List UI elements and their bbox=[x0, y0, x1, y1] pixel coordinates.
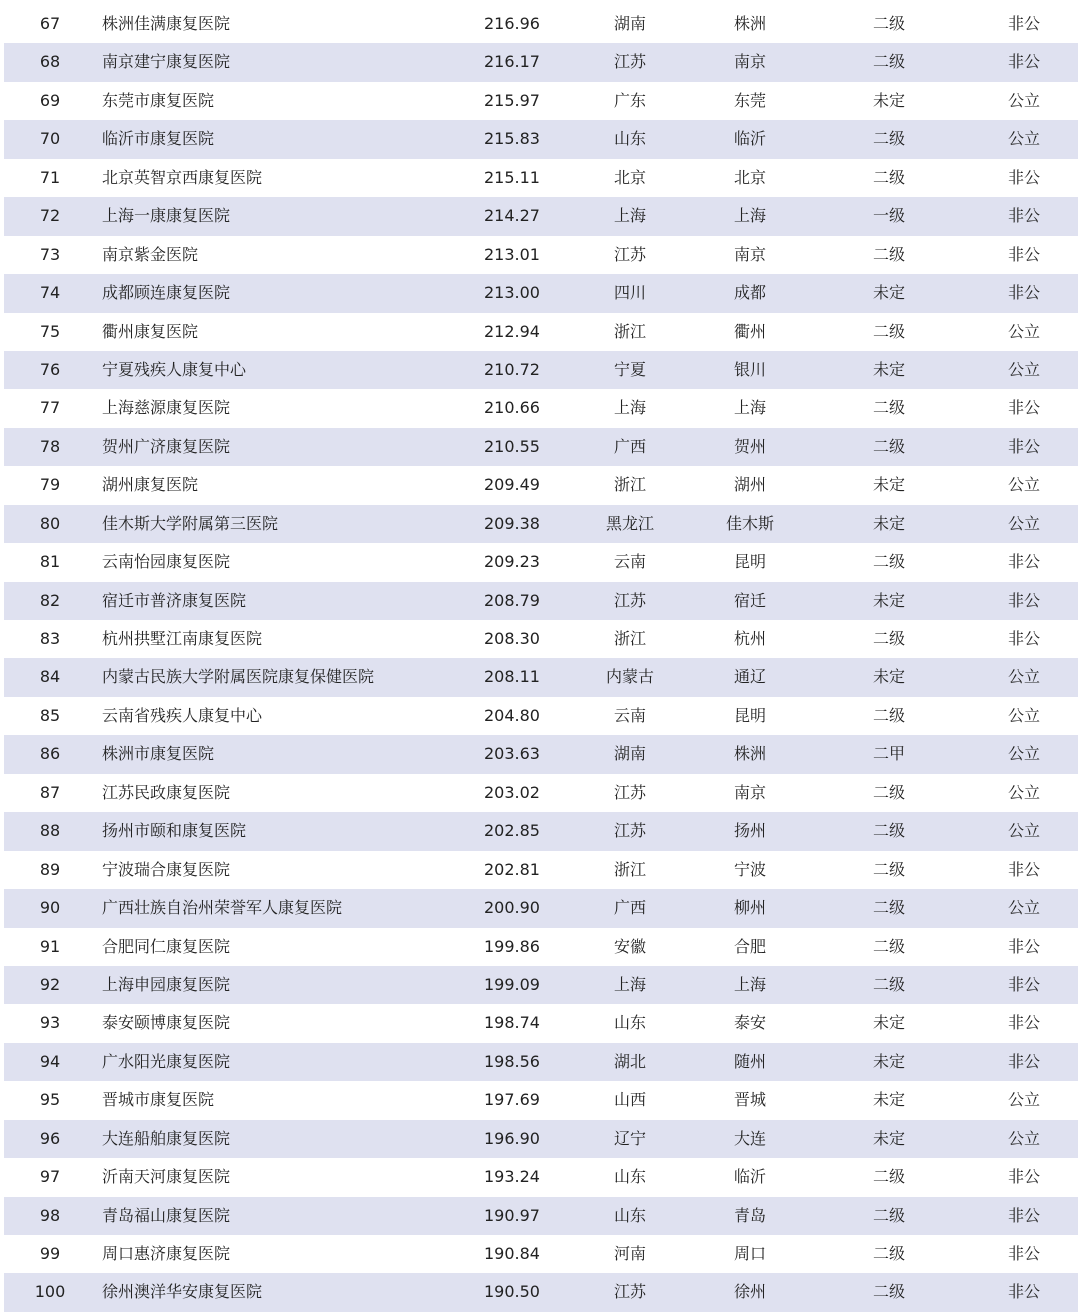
hospital-name-cell: 大连船舶康复医院 bbox=[102, 1128, 231, 1148]
table-row bbox=[4, 851, 1078, 889]
province-cell: 河南 bbox=[613, 1244, 646, 1263]
hospital-name-cell: 青岛福山康复医院 bbox=[102, 1205, 231, 1225]
table-row bbox=[4, 351, 1078, 389]
city-cell: 扬州 bbox=[733, 821, 766, 841]
rank-cell: 82 bbox=[39, 590, 61, 610]
rank-cell: 85 bbox=[39, 705, 61, 725]
rank-cell: 96 bbox=[39, 1128, 61, 1148]
hospital-name-cell: 扬州市颐和康复医院 bbox=[102, 821, 247, 841]
table-row bbox=[4, 120, 1078, 158]
province-cell: 江苏 bbox=[613, 782, 646, 802]
score-cell: 208.11 bbox=[484, 667, 540, 687]
level-cell: 二级 bbox=[872, 436, 905, 456]
table-row bbox=[4, 658, 1078, 696]
rank-cell: 100 bbox=[34, 1282, 66, 1302]
score-cell: 209.49 bbox=[484, 475, 540, 495]
table-row bbox=[4, 159, 1078, 197]
hospital-ranking-table bbox=[4, 5, 1078, 1312]
city-cell: 宿迁 bbox=[733, 590, 766, 610]
score-cell: 193.24 bbox=[484, 1167, 540, 1187]
hospital-name-cell: 临沂市康复医院 bbox=[102, 129, 215, 149]
city-cell: 宁波 bbox=[733, 859, 766, 879]
city-cell: 随州 bbox=[733, 1051, 766, 1071]
hospital-name-cell: 晋城市康复医院 bbox=[102, 1090, 215, 1110]
table-row bbox=[4, 928, 1078, 966]
ownership-type-cell: 公立 bbox=[1007, 898, 1040, 918]
province-cell: 浙江 bbox=[613, 475, 646, 495]
level-cell: 二级 bbox=[872, 936, 905, 956]
level-cell: 二级 bbox=[872, 974, 905, 994]
rank-cell: 80 bbox=[39, 513, 61, 533]
hospital-name-cell: 南京建宁康复医院 bbox=[102, 52, 231, 72]
hospital-name-cell: 江苏民政康复医院 bbox=[102, 782, 231, 802]
hospital-name-cell: 宿迁市普济康复医院 bbox=[102, 590, 247, 610]
score-cell: 213.00 bbox=[484, 283, 540, 303]
rank-cell: 72 bbox=[39, 206, 61, 226]
score-cell: 190.84 bbox=[484, 1244, 540, 1263]
rank-cell: 91 bbox=[39, 936, 61, 956]
ownership-type-cell: 公立 bbox=[1007, 321, 1040, 341]
table-row bbox=[4, 1158, 1078, 1196]
table-row bbox=[4, 620, 1078, 658]
score-cell: 204.80 bbox=[484, 705, 540, 725]
level-cell: 一级 bbox=[872, 206, 905, 226]
province-cell: 湖北 bbox=[613, 1051, 646, 1071]
table-row bbox=[4, 1235, 1078, 1273]
table-row bbox=[4, 543, 1078, 581]
hospital-name-cell: 衢州康复医院 bbox=[102, 321, 199, 341]
ownership-type-cell: 非公 bbox=[1007, 398, 1040, 418]
rank-cell: 94 bbox=[39, 1051, 61, 1071]
rank-cell: 86 bbox=[39, 744, 61, 764]
score-cell: 216.17 bbox=[484, 52, 540, 72]
ownership-type-cell: 非公 bbox=[1007, 1013, 1040, 1033]
rank-cell: 71 bbox=[39, 167, 61, 187]
table-row bbox=[4, 1043, 1078, 1081]
score-cell: 213.01 bbox=[484, 244, 540, 264]
score-cell: 214.27 bbox=[484, 206, 540, 226]
table-row bbox=[4, 1273, 1078, 1311]
rank-cell: 70 bbox=[39, 129, 61, 149]
table-row bbox=[4, 5, 1078, 43]
table-row bbox=[4, 82, 1078, 120]
ownership-type-cell: 公立 bbox=[1007, 821, 1040, 841]
table-row bbox=[4, 1081, 1078, 1119]
ownership-type-cell: 非公 bbox=[1007, 206, 1040, 226]
province-cell: 山西 bbox=[613, 1090, 646, 1110]
level-cell: 二级 bbox=[872, 167, 905, 187]
table-row bbox=[4, 313, 1078, 351]
ownership-type-cell: 非公 bbox=[1007, 1244, 1040, 1263]
level-cell: 未定 bbox=[872, 90, 905, 110]
score-cell: 215.97 bbox=[484, 90, 540, 110]
rank-cell: 76 bbox=[39, 359, 61, 379]
level-cell: 二级 bbox=[872, 1282, 905, 1302]
province-cell: 江苏 bbox=[613, 821, 646, 841]
city-cell: 徐州 bbox=[733, 1282, 766, 1302]
ownership-type-cell: 非公 bbox=[1007, 859, 1040, 879]
city-cell: 东莞 bbox=[733, 90, 766, 110]
level-cell: 二级 bbox=[872, 321, 905, 341]
province-cell: 宁夏 bbox=[613, 359, 646, 379]
score-cell: 198.74 bbox=[484, 1013, 540, 1033]
ownership-type-cell: 公立 bbox=[1007, 90, 1040, 110]
rank-cell: 78 bbox=[39, 436, 61, 456]
ownership-type-cell: 公立 bbox=[1007, 1128, 1040, 1148]
city-cell: 泰安 bbox=[733, 1013, 766, 1033]
city-cell: 银川 bbox=[733, 359, 766, 379]
score-cell: 208.30 bbox=[484, 629, 540, 648]
score-cell: 216.96 bbox=[484, 14, 540, 33]
city-cell: 南京 bbox=[733, 244, 766, 264]
level-cell: 二级 bbox=[872, 552, 905, 572]
province-cell: 浙江 bbox=[613, 321, 646, 341]
hospital-name-cell: 湖州康复医院 bbox=[102, 475, 199, 495]
rank-cell: 87 bbox=[39, 782, 61, 802]
province-cell: 湖南 bbox=[613, 14, 646, 33]
hospital-name-cell: 合肥同仁康复医院 bbox=[102, 936, 231, 956]
hospital-name-cell: 内蒙古民族大学附属医院康复保健医院 bbox=[102, 667, 375, 687]
level-cell: 未定 bbox=[872, 359, 905, 379]
rank-cell: 74 bbox=[39, 283, 61, 303]
score-cell: 210.66 bbox=[484, 398, 540, 418]
score-cell: 190.50 bbox=[484, 1282, 540, 1302]
province-cell: 四川 bbox=[613, 283, 646, 303]
hospital-name-cell: 杭州拱墅江南康复医院 bbox=[102, 629, 263, 648]
rank-cell: 75 bbox=[39, 321, 61, 341]
province-cell: 广西 bbox=[613, 436, 646, 456]
rank-cell: 77 bbox=[39, 398, 61, 418]
hospital-name-cell: 上海慈源康复医院 bbox=[102, 398, 231, 418]
province-cell: 山东 bbox=[613, 1013, 646, 1033]
province-cell: 山东 bbox=[613, 1167, 646, 1187]
score-cell: 198.56 bbox=[484, 1051, 540, 1071]
ownership-type-cell: 非公 bbox=[1007, 1051, 1040, 1071]
city-cell: 衢州 bbox=[733, 321, 766, 341]
level-cell: 二级 bbox=[872, 244, 905, 264]
level-cell: 二级 bbox=[872, 1205, 905, 1225]
score-cell: 215.11 bbox=[484, 167, 540, 187]
score-cell: 209.38 bbox=[484, 513, 540, 533]
score-cell: 209.23 bbox=[484, 552, 540, 572]
table-row bbox=[4, 735, 1078, 773]
province-cell: 江苏 bbox=[613, 244, 646, 264]
city-cell: 上海 bbox=[733, 398, 766, 418]
ownership-type-cell: 公立 bbox=[1007, 359, 1040, 379]
hospital-name-cell: 广水阳光康复医院 bbox=[102, 1051, 231, 1071]
province-cell: 浙江 bbox=[613, 629, 646, 648]
level-cell: 二级 bbox=[872, 1167, 905, 1187]
province-cell: 湖南 bbox=[613, 744, 646, 764]
table-row bbox=[4, 582, 1078, 620]
score-cell: 202.81 bbox=[484, 859, 540, 879]
ownership-type-cell: 非公 bbox=[1007, 14, 1040, 33]
city-cell: 临沂 bbox=[733, 1167, 766, 1187]
rank-cell: 81 bbox=[39, 552, 61, 572]
city-cell: 南京 bbox=[733, 782, 766, 802]
rank-cell: 99 bbox=[39, 1244, 61, 1263]
hospital-name-cell: 贺州广济康复医院 bbox=[102, 436, 231, 456]
hospital-name-cell: 佳木斯大学附属第三医院 bbox=[102, 513, 279, 533]
level-cell: 未定 bbox=[872, 1128, 905, 1148]
rank-cell: 84 bbox=[39, 667, 61, 687]
level-cell: 二级 bbox=[872, 782, 905, 802]
hospital-name-cell: 徐州澳洋华安康复医院 bbox=[102, 1282, 263, 1302]
level-cell: 二级 bbox=[872, 1244, 905, 1263]
ownership-type-cell: 公立 bbox=[1007, 129, 1040, 149]
hospital-name-cell: 株洲佳满康复医院 bbox=[102, 14, 231, 33]
hospital-name-cell: 株洲市康复医院 bbox=[102, 744, 215, 764]
province-cell: 北京 bbox=[613, 167, 646, 187]
ownership-type-cell: 非公 bbox=[1007, 436, 1040, 456]
city-cell: 湖州 bbox=[733, 475, 766, 495]
score-cell: 196.90 bbox=[484, 1128, 540, 1148]
level-cell: 二级 bbox=[872, 859, 905, 879]
score-cell: 210.72 bbox=[484, 359, 540, 379]
level-cell: 未定 bbox=[872, 1090, 905, 1110]
level-cell: 二甲 bbox=[872, 744, 905, 764]
ownership-type-cell: 非公 bbox=[1007, 167, 1040, 187]
city-cell: 佳木斯 bbox=[725, 513, 774, 533]
hospital-name-cell: 上海申园康复医院 bbox=[102, 974, 231, 994]
city-cell: 合肥 bbox=[733, 936, 766, 956]
province-cell: 云南 bbox=[613, 552, 646, 572]
ownership-type-cell: 非公 bbox=[1007, 1205, 1040, 1225]
score-cell: 212.94 bbox=[484, 321, 540, 341]
level-cell: 未定 bbox=[872, 283, 905, 303]
province-cell: 上海 bbox=[613, 206, 646, 226]
province-cell: 安徽 bbox=[613, 936, 646, 956]
ownership-type-cell: 非公 bbox=[1007, 244, 1040, 264]
province-cell: 云南 bbox=[613, 705, 646, 725]
province-cell: 浙江 bbox=[613, 859, 646, 879]
level-cell: 未定 bbox=[872, 667, 905, 687]
table-row bbox=[4, 43, 1078, 81]
score-cell: 208.79 bbox=[484, 590, 540, 610]
table-row bbox=[4, 428, 1078, 466]
level-cell: 二级 bbox=[872, 129, 905, 149]
hospital-name-cell: 周口惠济康复医院 bbox=[102, 1244, 231, 1263]
province-cell: 上海 bbox=[613, 974, 646, 994]
hospital-name-cell: 上海一康康复医院 bbox=[102, 206, 231, 226]
level-cell: 二级 bbox=[872, 629, 905, 648]
city-cell: 株洲 bbox=[733, 14, 766, 33]
province-cell: 山东 bbox=[613, 129, 646, 149]
rank-cell: 93 bbox=[39, 1013, 61, 1033]
province-cell: 广东 bbox=[613, 90, 646, 110]
ownership-type-cell: 公立 bbox=[1007, 667, 1040, 687]
level-cell: 二级 bbox=[872, 14, 905, 33]
city-cell: 昆明 bbox=[733, 705, 766, 725]
hospital-name-cell: 沂南天河康复医院 bbox=[102, 1167, 231, 1187]
score-cell: 190.97 bbox=[484, 1205, 540, 1225]
ownership-type-cell: 公立 bbox=[1007, 513, 1040, 533]
province-cell: 上海 bbox=[613, 398, 646, 418]
ownership-type-cell: 公立 bbox=[1007, 475, 1040, 495]
table-row bbox=[4, 774, 1078, 812]
city-cell: 上海 bbox=[733, 974, 766, 994]
city-cell: 青岛 bbox=[733, 1205, 766, 1225]
rank-cell: 90 bbox=[39, 898, 61, 918]
level-cell: 二级 bbox=[872, 52, 905, 72]
city-cell: 贺州 bbox=[733, 436, 766, 456]
city-cell: 成都 bbox=[733, 283, 766, 303]
city-cell: 柳州 bbox=[733, 898, 766, 918]
ownership-type-cell: 非公 bbox=[1007, 52, 1040, 72]
score-cell: 203.02 bbox=[484, 782, 540, 802]
level-cell: 二级 bbox=[872, 821, 905, 841]
rank-cell: 83 bbox=[39, 629, 61, 648]
level-cell: 未定 bbox=[872, 475, 905, 495]
ownership-type-cell: 非公 bbox=[1007, 1167, 1040, 1187]
table-row bbox=[4, 697, 1078, 735]
city-cell: 通辽 bbox=[733, 667, 766, 687]
level-cell: 未定 bbox=[872, 1013, 905, 1033]
level-cell: 二级 bbox=[872, 898, 905, 918]
score-cell: 199.86 bbox=[484, 936, 540, 956]
hospital-name-cell: 广西壮族自治州荣誉军人康复医院 bbox=[102, 898, 343, 918]
city-cell: 临沂 bbox=[733, 129, 766, 149]
score-cell: 197.69 bbox=[484, 1090, 540, 1110]
city-cell: 大连 bbox=[733, 1128, 766, 1148]
city-cell: 杭州 bbox=[733, 629, 766, 648]
level-cell: 未定 bbox=[872, 1051, 905, 1071]
level-cell: 未定 bbox=[872, 590, 905, 610]
rank-cell: 97 bbox=[39, 1167, 61, 1187]
hospital-name-cell: 东莞市康复医院 bbox=[102, 90, 215, 110]
ownership-type-cell: 公立 bbox=[1007, 782, 1040, 802]
province-cell: 黑龙江 bbox=[605, 513, 654, 533]
ownership-type-cell: 非公 bbox=[1007, 936, 1040, 956]
city-cell: 北京 bbox=[733, 167, 766, 187]
score-cell: 202.85 bbox=[484, 821, 540, 841]
ownership-type-cell: 公立 bbox=[1007, 705, 1040, 725]
ownership-type-cell: 非公 bbox=[1007, 590, 1040, 610]
level-cell: 未定 bbox=[872, 513, 905, 533]
table-row bbox=[4, 966, 1078, 1004]
rank-cell: 89 bbox=[39, 859, 61, 879]
hospital-name-cell: 宁波瑞合康复医院 bbox=[102, 859, 231, 879]
rank-cell: 67 bbox=[39, 14, 61, 33]
score-cell: 200.90 bbox=[484, 898, 540, 918]
ownership-type-cell: 非公 bbox=[1007, 283, 1040, 303]
hospital-name-cell: 南京紫金医院 bbox=[102, 244, 199, 264]
city-cell: 晋城 bbox=[733, 1090, 766, 1110]
province-cell: 山东 bbox=[613, 1205, 646, 1225]
city-cell: 上海 bbox=[733, 206, 766, 226]
score-cell: 215.83 bbox=[484, 129, 540, 149]
table-row bbox=[4, 1120, 1078, 1158]
table-row bbox=[4, 389, 1078, 427]
rank-cell: 92 bbox=[39, 974, 61, 994]
table-row bbox=[4, 505, 1078, 543]
table-row bbox=[4, 812, 1078, 850]
rank-cell: 73 bbox=[39, 244, 61, 264]
ownership-type-cell: 非公 bbox=[1007, 629, 1040, 648]
province-cell: 广西 bbox=[613, 898, 646, 918]
city-cell: 周口 bbox=[733, 1244, 766, 1263]
rank-cell: 98 bbox=[39, 1205, 61, 1225]
province-cell: 辽宁 bbox=[613, 1128, 646, 1148]
hospital-name-cell: 泰安颐博康复医院 bbox=[102, 1013, 231, 1033]
table-row bbox=[4, 889, 1078, 927]
rank-cell: 79 bbox=[39, 475, 61, 495]
ownership-type-cell: 非公 bbox=[1007, 1282, 1040, 1302]
city-cell: 昆明 bbox=[733, 552, 766, 572]
table-row bbox=[4, 1197, 1078, 1235]
rank-cell: 69 bbox=[39, 90, 61, 110]
score-cell: 210.55 bbox=[484, 436, 540, 456]
hospital-name-cell: 云南省残疾人康复中心 bbox=[102, 705, 263, 725]
table-row bbox=[4, 236, 1078, 274]
rank-cell: 68 bbox=[39, 52, 61, 72]
ownership-type-cell: 公立 bbox=[1007, 1090, 1040, 1110]
hospital-name-cell: 云南怡园康复医院 bbox=[102, 552, 231, 572]
city-cell: 株洲 bbox=[733, 744, 766, 764]
rank-cell: 88 bbox=[39, 821, 61, 841]
ownership-type-cell: 非公 bbox=[1007, 974, 1040, 994]
rank-cell: 95 bbox=[39, 1090, 61, 1110]
ownership-type-cell: 非公 bbox=[1007, 552, 1040, 572]
score-cell: 203.63 bbox=[484, 744, 540, 764]
score-cell: 199.09 bbox=[484, 974, 540, 994]
level-cell: 二级 bbox=[872, 705, 905, 725]
province-cell: 江苏 bbox=[613, 1282, 646, 1302]
table-row bbox=[4, 274, 1078, 312]
ownership-type-cell: 公立 bbox=[1007, 744, 1040, 764]
level-cell: 二级 bbox=[872, 398, 905, 418]
hospital-name-cell: 北京英智京西康复医院 bbox=[102, 167, 263, 187]
hospital-name-cell: 宁夏残疾人康复中心 bbox=[102, 359, 247, 379]
city-cell: 南京 bbox=[733, 52, 766, 72]
province-cell: 江苏 bbox=[613, 590, 646, 610]
table-row bbox=[4, 1004, 1078, 1042]
hospital-name-cell: 成都顾连康复医院 bbox=[102, 283, 231, 303]
table-row bbox=[4, 466, 1078, 504]
province-cell: 江苏 bbox=[613, 52, 646, 72]
table-row bbox=[4, 197, 1078, 235]
province-cell: 内蒙古 bbox=[605, 667, 654, 687]
